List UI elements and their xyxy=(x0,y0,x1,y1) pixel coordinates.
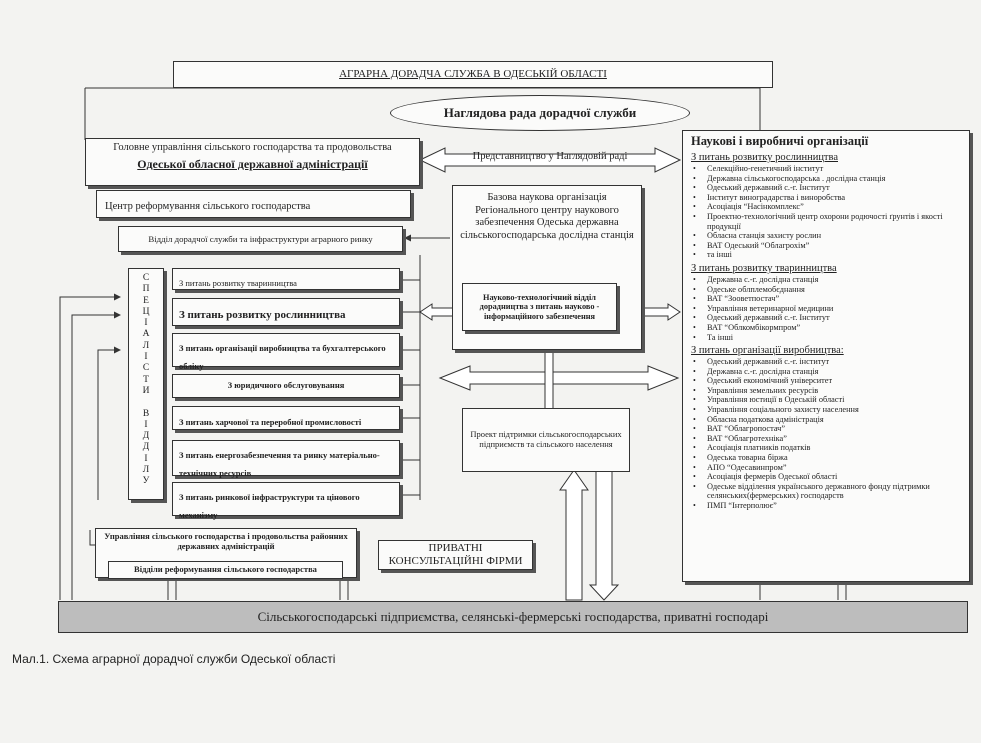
org-list-item: • Селекційно-генетичний інститут xyxy=(693,164,965,174)
org-list-item: • ПМП “Інтерполює” xyxy=(693,501,965,511)
specialist-energy-resources: З питань енергозабезпечення та ринку матеріально-технічних ресурсів xyxy=(172,440,400,476)
org-list-item: • Асоціація “Насінкомплекс” xyxy=(693,202,965,212)
org-list-production xyxy=(687,357,965,511)
org-list-item: • Обласна станція захисту рослин xyxy=(693,231,965,241)
figure-caption: Мал.1. Схема аграрної дорадчої служби Одеської області xyxy=(12,652,336,666)
org-list-item: • та інші xyxy=(693,250,965,260)
specialists-letter: Ц xyxy=(142,306,150,317)
reform-center: Центр реформування сільського господарства xyxy=(96,190,411,218)
org-list-item: • ВАТ “Зооветпостач” xyxy=(693,294,965,304)
specialists-letter: А xyxy=(142,329,150,340)
vertical-arrow-down xyxy=(590,470,618,600)
org-list-item: • Асоціація платників податків xyxy=(693,443,965,453)
org-list-item: • ВАТ “Облкомбікормпром” xyxy=(693,323,965,333)
org-list-item: • Інститут виноградарства і виноробства xyxy=(693,193,965,203)
specialists-letter: П xyxy=(142,284,150,295)
org-list-item: • Одеська товарна біржа xyxy=(693,453,965,463)
diagram-title: АГРАРНА ДОРАДЧА СЛУЖБА В ОДЕСЬКІЙ ОБЛАСТІ xyxy=(173,61,773,88)
org-list-item: • ВАТ “Облагротехніка” xyxy=(693,434,965,444)
specialists-letters xyxy=(129,273,163,488)
advisory-department: Відділ дорадчої служби та інфраструктури аграрного ринку xyxy=(118,226,403,252)
private-consulting-firms: ПРИВАТНІ КОНСУЛЬТАЦІЙНІ ФІРМИ xyxy=(378,540,533,570)
org-list-item: • Асоціація фермерів Одеської області xyxy=(693,472,965,482)
district-reform-departments: Відділи реформування сільського господарства xyxy=(108,561,343,579)
specialists-letter: В xyxy=(142,408,150,419)
specialists-letter: Д xyxy=(142,442,150,453)
org-list-item: • Обласна податкова адміністрація xyxy=(693,415,965,425)
specialists-letter: Е xyxy=(143,295,149,306)
org-section-livestock: З питань розвитку тваринництва • Державна с.-г. дослідна станція • Одеське облплемобєднання • ВАТ “Зооветпостач” • Управління ветеринарної медицини • Одеський державний с.-г. Інститут • ВАТ “Облкомбікормпром” • Та інші xyxy=(687,263,965,342)
org-list-item: • Та інші xyxy=(693,333,965,343)
specialist-food-processing: З питань харчової та переробної промисловості xyxy=(172,406,400,430)
org-list-item: • Державна сільськогосподарська . дослідна станція xyxy=(693,174,965,184)
support-project: Проект підтримки сільськогосподарських підприємств та сільського населення xyxy=(462,408,630,472)
specialists-letter xyxy=(145,397,147,408)
org-list-item: • Одеський державний с.-г. інститут xyxy=(693,357,965,367)
org-list-livestock xyxy=(687,275,965,342)
main-department: Головне управління сільського господарства та продовольства Одеської обласної державної адміністрації xyxy=(85,138,420,186)
sci-tech-department: Науково-технологічний відділ дорадництва з питань науково - інформаційного забезпечення xyxy=(462,283,617,331)
horizontal-double-arrow xyxy=(440,366,678,390)
district-administrations: Управління сільського господарства і продовольства районних державних адміністрацій xyxy=(95,528,357,578)
specialists-vertical-label xyxy=(128,268,164,500)
org-list-item: • ВАТ “Облагропостач” xyxy=(693,424,965,434)
representation-label: Представництво у Наглядовій раді xyxy=(472,150,628,162)
org-list-item: • Одеський державний с.-г. Інститут xyxy=(693,313,965,323)
specialist-market-infrastructure: З питань ринкової інфраструктури та цінового механізму xyxy=(172,482,400,516)
org-list-item: • Державна с.-г. дослідна станція xyxy=(693,275,965,285)
specialists-letter: І xyxy=(144,419,148,430)
org-list-crops xyxy=(687,164,965,260)
org-list-item: • Управління ветеринарної медицини xyxy=(693,304,965,314)
org-list-item: • Одеське відділення українського державного фонду підтримки селянських(фермерських) господарств xyxy=(693,482,965,501)
specialist-crops: З питань розвитку рослинництва xyxy=(172,298,400,326)
specialist-legal: З юридичного обслуговування xyxy=(172,374,400,398)
org-section-production: З питань організації виробництва: • Одеський державний с.-г. інститут • Державна с.-г. дослідна станція • Одеський економічний університет • Управління земельних ресурсів • Управління юстиції в Одеській області • Управління соціального захисту населення • Обласна податкова адміністрація • ВАТ “Облагропостач” • ВАТ “Облагротехніка” • Асоціація платників податків • Одеська товарна біржа • АПО “Одесавинпром” • Асоціація фермерів Одеської області • Одеське відділення українського державного фонду підтримки селянських(фермерських) господарств • ПМП “Інтерполює” xyxy=(687,345,965,511)
org-list-item: • Проектно-технологічний центр охорони родючості ґрунтів і якості продукції xyxy=(693,212,965,231)
org-list-item: • Одеський державний с.-г. Інститут xyxy=(693,183,965,193)
org-list-item: • Управління соціального захисту населення xyxy=(693,405,965,415)
specialists-letter: И xyxy=(142,385,150,396)
supervisory-board: Наглядова рада дорадчої служби xyxy=(390,95,690,131)
specialist-livestock: З питань розвитку тваринництва xyxy=(172,268,400,290)
specialists-letter: І xyxy=(144,352,148,363)
bottom-bar-enterprises: Сільськогосподарські підприємства, селянські-фермерські господарства, приватні господарі xyxy=(58,601,968,633)
org-list-item: • Одеський економічний університет xyxy=(693,376,965,386)
specialist-production-accounting: З питань організації виробництва та бухгалтерського обліку xyxy=(172,333,400,367)
base-scientific-organization: Базова наукова організація Регіонального центру наукового забезпечення Одеська державна сільськогосподарська дослідна станція xyxy=(452,185,642,350)
org-list-item: • Управління юстиції в Одеській області xyxy=(693,395,965,405)
org-section-crops: З питань розвитку рослинництва • Селекційно-генетичний інститут • Державна сільськогосподарська . дослідна станція • Одеський державний с.-г. Інститут • Інститут виноградарства і виноробства • Асоціація “Насінкомплекс” • Проектно-технологічний центр охорони родючості ґрунтів і якості продукції • Обласна станція захисту рослин • ВАТ Одеський “Облагрохім” • та інші xyxy=(687,152,965,260)
specialists-letter: Т xyxy=(143,374,149,385)
org-list-item: • Одеське облплемобєднання xyxy=(693,285,965,295)
specialists-letter: У xyxy=(142,476,150,487)
org-list-item: • Управління земельних ресурсів xyxy=(693,386,965,396)
org-list-item: • АПО “Одесавинпром” xyxy=(693,463,965,473)
specialists-letter: І xyxy=(144,318,148,329)
specialists-letter: І xyxy=(144,453,148,464)
org-list-item: • Державна с.-г. дослідна станція xyxy=(693,367,965,377)
specialists-letter: Л xyxy=(142,340,150,351)
org-list-item: • ВАТ Одеський “Облагрохім” xyxy=(693,241,965,251)
specialists-letter: Л xyxy=(142,465,150,476)
specialists-letter: С xyxy=(142,273,150,283)
organizations-panel: Наукові і виробничі організації З питань розвитку рослинництва • Селекційно-генетичний інститут • Державна сільськогосподарська . дослідна станція • Одеський державний с.-г. Інститут • Інститут виноградарства і виноробства • Асоціація “Насінкомплекс” • Проектно-технологічний центр охорони родючості ґрунтів і якості продукції • Обласна станція захисту рослин • ВАТ Одеський “Облагрохім” • та інші З питань розвитку тваринництва • Державна с.-г. дослідна станція • Одеське облплемобєднання • ВАТ “Зооветпостач” • Управління ветеринарної медицини • Одеський державний с.-г. Інститут • ВАТ “Облкомбікормпром” • Та інші З питань організації виробництва: • Одеський державний с.-г. інститут • Державна с.-г. дослідна станція • Одеський економічний університет • Управління земельних ресурсів • Управління юстиції в Одеській області • Управління соціального захисту населення • Обласна податкова адміністрація • ВАТ “Облагропостач” • ВАТ “Облагротехніка” • Асоціація платників податків • Одеська товарна біржа • АПО “Одесавинпром” • Асоціація фермерів Одеської області • Одеське відділення українського державного фонду підтримки селянських(фермерських) господарств • ПМП “Інтерполює” xyxy=(682,130,970,582)
specialists-letter: Д xyxy=(142,431,150,442)
vertical-arrow-up xyxy=(560,470,588,600)
specialists-letter: С xyxy=(142,363,150,374)
